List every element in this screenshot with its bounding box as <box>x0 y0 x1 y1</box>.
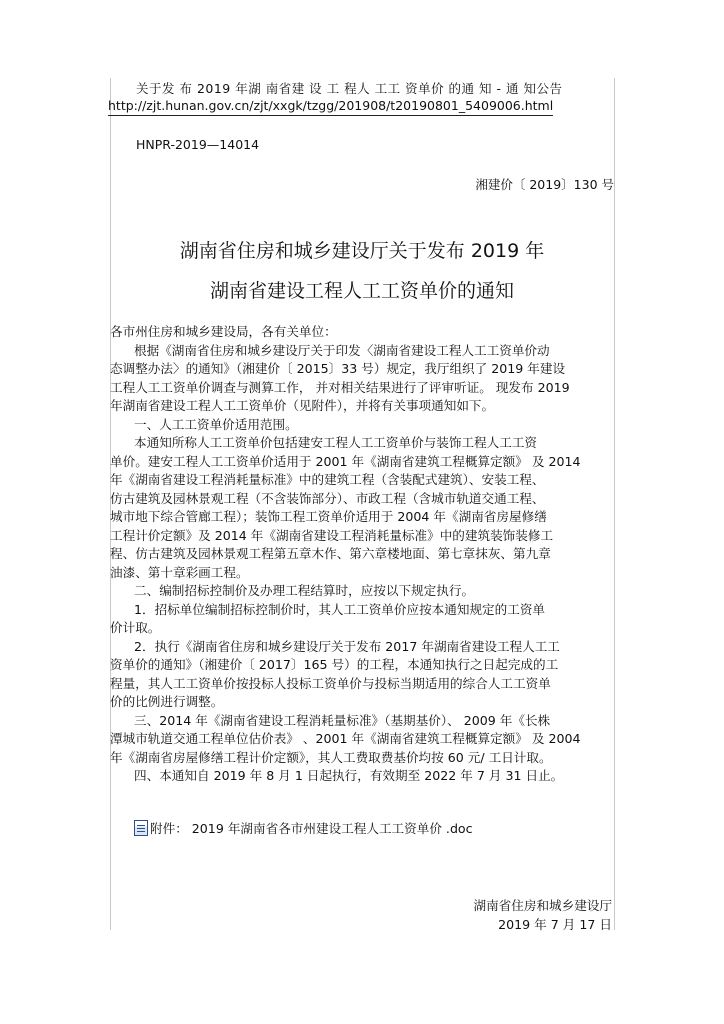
body-line: 态调整办法〉的通知》（湘建价〔 2015〕33 号）规定，我厅组织了 2019 年建设 <box>110 361 566 376</box>
body-line: 2．执行《湖南省住房和城乡建设厅关于发布 2017 年湖南省建设工程人工工 <box>134 638 560 654</box>
body-line: 工程人工工资单价调查与测算工作， 并对相关结果进行了评审听证。 现发布 2019 <box>110 379 570 395</box>
body-line: 工程计价定额》及 2014 年《湖南省建设工程消耗量标准》中的建筑装饰装修工 <box>110 527 554 543</box>
body-line: 年湖南省建设工程人工工资单价（见附件），并将有关事项通知如下。 <box>110 398 495 413</box>
section-heading: 四、本通知自 2019 年 8 月 1 日起执行，有效期至 2022 年 7 月 31 日止。 <box>134 768 564 783</box>
section-heading: 三、2014 年《湖南省建设工程消耗量标准》（基期基价）、 2009 年《长株 <box>134 712 551 728</box>
attachment-label[interactable]: 附件： 2019 年湖南省各市州建设工程人工工资单价 .doc <box>150 821 473 836</box>
body-line: 单价。建安工程人工工资单价适用于 2001 年《湖南省建筑工程概算定额》 及 2014 <box>110 453 581 469</box>
body-line: 价计取。 <box>110 620 161 635</box>
body-line: 本通知所称人工工资单价包括建安工程人工工资单价与装饰工程人工工资 <box>134 435 537 450</box>
signature-organization: 湖南省住房和城乡建设厅 <box>473 898 612 913</box>
document-number: 湘建价〔 2019〕130 号 <box>475 177 614 192</box>
body-line: 价的比例进行调整。 <box>110 694 224 709</box>
notice-body <box>110 323 620 786</box>
document-id: HNPR-2019—14014 <box>136 137 260 152</box>
body-line: 资单价的通知》（湘建价〔 2017〕165 号）的工程，本通知执行之日起完成的工 <box>110 657 559 672</box>
body-line: 年《湖南省建设工程消耗量标准》中的建筑工程（含装配式建筑）、安装工程、 <box>110 472 545 487</box>
section-heading: 一、人工工资单价适用范围。 <box>134 416 298 432</box>
body-line: 根据《湖南省住房和城乡建设厅关于印发〈湖南省建设工程人工工资单价动 <box>134 342 550 358</box>
header-title: 关于发 布 2019 年湖 南省建 设 工 程人 工工 资单价 的通 知 - 通 知公告 <box>136 81 563 96</box>
signature-date: 2019 年 7 月 17 日 <box>498 917 612 932</box>
body-line: 各市州住房和城乡建设局，各有关单位： <box>110 324 337 339</box>
body-line: 1．招标单位编制招标控制价时，其人工工资单价应按本通知规定的工资单 <box>134 601 546 617</box>
section-heading: 二、编制招标控制价及办理工程结算时，应按以下规定执行。 <box>134 583 475 598</box>
page-title-line-2: 湖南省建设工程人工工资单价的通知 <box>209 280 514 302</box>
page-title-line-1: 湖南省住房和城乡建设厅关于发布 2019 年 <box>179 240 545 262</box>
body-line: 潭城市轨道交通工程单位估价表》 、2001 年《湖南省建筑工程概算定额》 及 2004 <box>110 731 581 746</box>
body-line: 年《湖南省房屋修缮工程计价定额》，其人工费取费基价均按 60 元/ 工日计取。 <box>110 749 552 765</box>
body-line: 城市地下综合管廊工程）；装饰工程工资单价适用于 2004 年《湖南省房屋修缮 <box>110 509 547 524</box>
body-line: 程量，其人工工资单价按投标人投标工资单价与投标当期适用的综合人工工资单 <box>110 675 551 691</box>
word-document-icon <box>134 820 148 836</box>
body-line: 仿古建筑及园林景观工程（不含装饰部分）、市政工程（含城市轨道交通工程、 <box>110 490 545 506</box>
attachment-link[interactable] <box>134 818 473 837</box>
body-line: 油漆、第十章彩画工程。 <box>110 564 249 580</box>
source-url-link[interactable]: http://zjt.hunan.gov.cn/zjt/xxgk/tzgg/201908/t20190801_5409006.html <box>108 98 553 116</box>
body-line: 程、仿古建筑及园林景观工程第五章木作、第六章楼地面、第七章抹灰、第九章 <box>110 546 551 561</box>
